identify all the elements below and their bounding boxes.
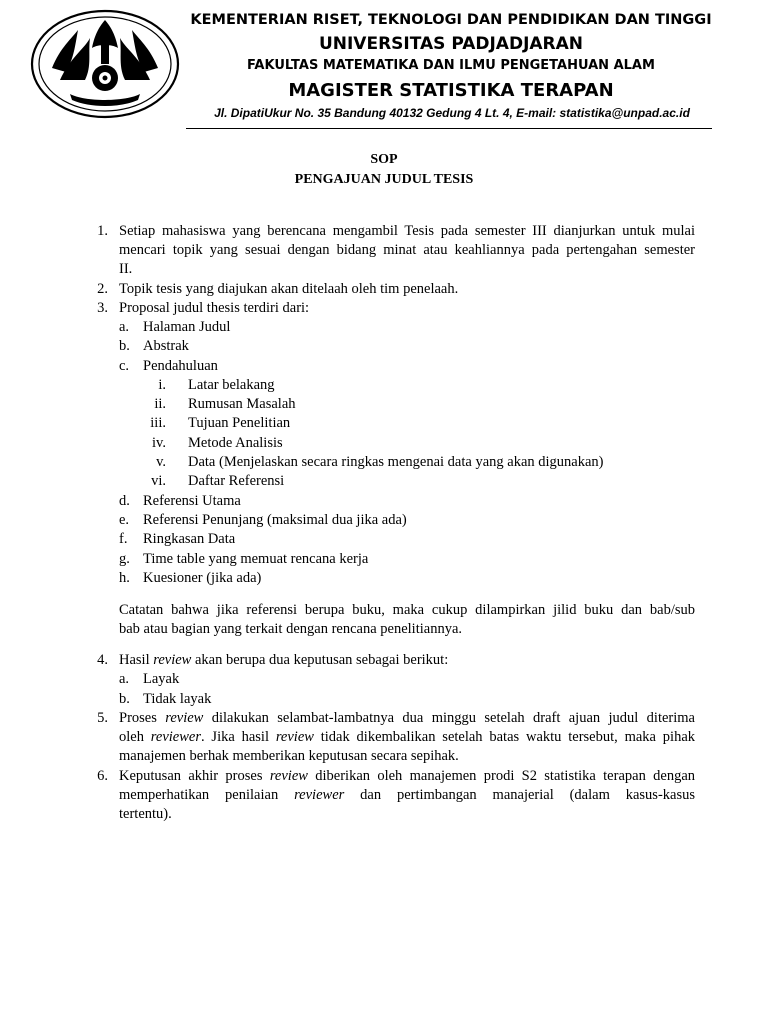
item-3-text: Proposal judul thesis terdiri dari:	[119, 300, 310, 316]
item-3b-marker: b.	[119, 338, 130, 354]
item-4-text: Hasil review akan berupa dua keputusan sebagai berikut:	[119, 652, 449, 668]
item-4a-text: Layak	[143, 671, 180, 687]
item-6-line-3: tertentu).	[119, 806, 172, 822]
item-3b-text: Abstrak	[143, 338, 189, 354]
item-3f-text: Ringkasan Data	[143, 531, 236, 547]
faculty-name: FAKULTAS MATEMATIKA DAN ILMU PENGETAHUAN ALAM	[247, 58, 655, 73]
university-seal-logo	[30, 8, 180, 120]
item-1-line-2: mencari topik yang sesuai dengan bidang minat atau keahliannya pada pertengahan semester	[119, 242, 695, 258]
item-3c-i-marker: i.	[158, 377, 166, 393]
item-3h-text: Kuesioner (jika ada)	[143, 570, 262, 586]
item-3c-v-text: Data (Menjelaskan secara ringkas mengenai data yang akan digunakan)	[188, 454, 604, 470]
item-3c-ii-text: Rumusan Masalah	[188, 396, 296, 412]
address-line: Jl. DipatiUkur No. 35 Bandung 40132 Gedung 4 Lt. 4, E-mail: statistika@unpad.ac.id	[214, 106, 690, 120]
item-3-number: 3.	[97, 300, 108, 316]
item-3d-text: Referensi Utama	[143, 493, 241, 509]
item-3c-marker: c.	[119, 358, 130, 374]
item-2-text: Topik tesis yang diajukan akan ditelaah oleh tim penelaah.	[119, 281, 459, 297]
item-5-number: 5.	[97, 710, 108, 726]
program-name: MAGISTER STATISTIKA TERAPAN	[288, 80, 614, 101]
document-title-sop: SOP	[370, 152, 398, 167]
item-3c-iv-text: Metode Analisis	[188, 435, 283, 451]
item-1-line-1: Setiap mahasiswa yang berencana mengambil Tesis pada semester III dianjurkan untuk mulai	[119, 223, 695, 239]
item-5-line-3: manajemen berhak memberikan keputusan secara sepihak.	[119, 748, 459, 764]
item-3g-marker: g.	[119, 551, 130, 567]
item-3f-marker: f.	[119, 531, 128, 547]
item-3c-text: Pendahuluan	[143, 358, 218, 374]
item-3d-marker: d.	[119, 493, 130, 509]
item-3c-vi-text: Daftar Referensi	[188, 473, 285, 489]
item-6-number: 6.	[97, 768, 108, 784]
item-4a-marker: a.	[119, 671, 130, 687]
item-3c-ii-marker: ii.	[154, 396, 166, 412]
document-title-main: PENGAJUAN JUDUL TESIS	[294, 172, 474, 187]
item-3c-v-marker: v.	[156, 454, 166, 470]
university-name: UNIVERSITAS PADJADJARAN	[318, 34, 584, 54]
item-3g-text: Time table yang memuat rencana kerja	[143, 551, 369, 567]
ministry-name: KEMENTERIAN RISET, TEKNOLOGI DAN PENDIDIKAN DAN TINGGI	[190, 12, 712, 28]
item-3a-text: Halaman Judul	[143, 319, 231, 335]
item-2-number: 2.	[97, 281, 108, 297]
item-3e-text: Referensi Penunjang (maksimal dua jika ada)	[143, 512, 407, 528]
item-3-note-line-1: Catatan bahwa jika referensi berupa buku, maka cukup dilampirkan jilid buku dan bab/sub	[119, 602, 695, 618]
item-3c-vi-marker: vi.	[151, 473, 166, 489]
item-3c-iv-marker: iv.	[152, 435, 166, 451]
item-5-line-1: Proses review dilakukan selambat-lambatnya dua minggu setelah draft ajuan judul diterima	[119, 710, 695, 726]
item-1-number: 1.	[97, 223, 108, 239]
item-1-line-3: II.	[119, 261, 133, 277]
item-4b-marker: b.	[119, 691, 130, 707]
item-3-note-line-2: bab atau bagian yang terkait dengan rencana penelitiannya.	[119, 621, 463, 637]
item-3a-marker: a.	[119, 319, 130, 335]
item-3e-marker: e.	[119, 512, 130, 528]
item-3c-i-text: Latar belakang	[188, 377, 275, 393]
item-5-line-2: oleh reviewer. Jika hasil review tidak dikembalikan setelah batas waktu tersebut, maka pihak	[119, 729, 695, 745]
item-4-number: 4.	[97, 652, 108, 668]
header-divider	[186, 128, 712, 129]
item-3c-iii-marker: iii.	[150, 415, 166, 431]
item-3h-marker: h.	[119, 570, 130, 586]
item-6-line-2: memperhatikan penilaian reviewer dan pertimbangan manajerial (dalam kasus-kasus	[119, 787, 695, 803]
item-3c-iii-text: Tujuan Penelitian	[188, 415, 291, 431]
item-6-line-1: Keputusan akhir proses review diberikan oleh manajemen prodi S2 statistika terapan dengan	[119, 768, 696, 784]
item-4b-text: Tidak layak	[143, 691, 212, 707]
